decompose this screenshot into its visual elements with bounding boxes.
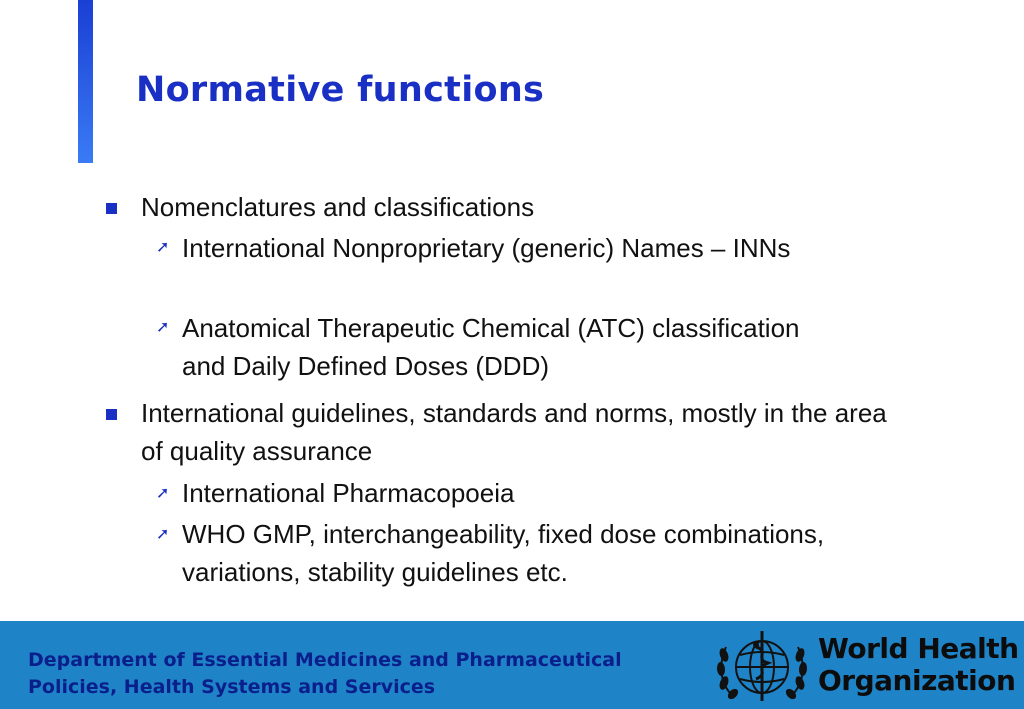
title-accent-bar bbox=[78, 0, 93, 163]
footer-bar bbox=[0, 621, 1024, 709]
arrow-bullet-icon: ➚ bbox=[156, 526, 170, 543]
slide-title: Normative functions bbox=[136, 70, 545, 110]
arrow-bullet-icon: ➚ bbox=[156, 319, 170, 336]
bullet-item: Nomenclatures and classifications bbox=[141, 192, 535, 222]
department-line-2: Policies, Health Systems and Services bbox=[28, 676, 436, 698]
department-name bbox=[28, 647, 622, 701]
square-bullet-icon bbox=[106, 203, 117, 214]
who-logo-line-1: World Health bbox=[818, 632, 1019, 665]
who-logo-text bbox=[818, 633, 1019, 697]
square-bullet-icon bbox=[106, 409, 117, 420]
department-line-1: Department of Essential Medicines and Pharmaceutical bbox=[28, 649, 622, 671]
who-logo-line-2: Organization bbox=[818, 664, 1016, 697]
arrow-bullet-icon: ➚ bbox=[156, 485, 170, 502]
arrow-bullet-icon: ➚ bbox=[156, 239, 170, 256]
sub-bullet-item: Anatomical Therapeutic Chemical (ATC) classification and Daily Defined Doses (DDD) bbox=[182, 313, 800, 381]
bullet-item: International guidelines, standards and norms, mostly in the area of quality assurance bbox=[141, 398, 887, 466]
sub-bullet-item: WHO GMP, interchangeability, fixed dose combinations, variations, stability guidelines etc. bbox=[182, 519, 825, 587]
who-emblem-icon bbox=[714, 625, 810, 705]
sub-bullet-item: International Nonproprietary (generic) Names – INNs bbox=[182, 233, 791, 263]
sub-bullet-item: International Pharmacopoeia bbox=[182, 478, 515, 508]
